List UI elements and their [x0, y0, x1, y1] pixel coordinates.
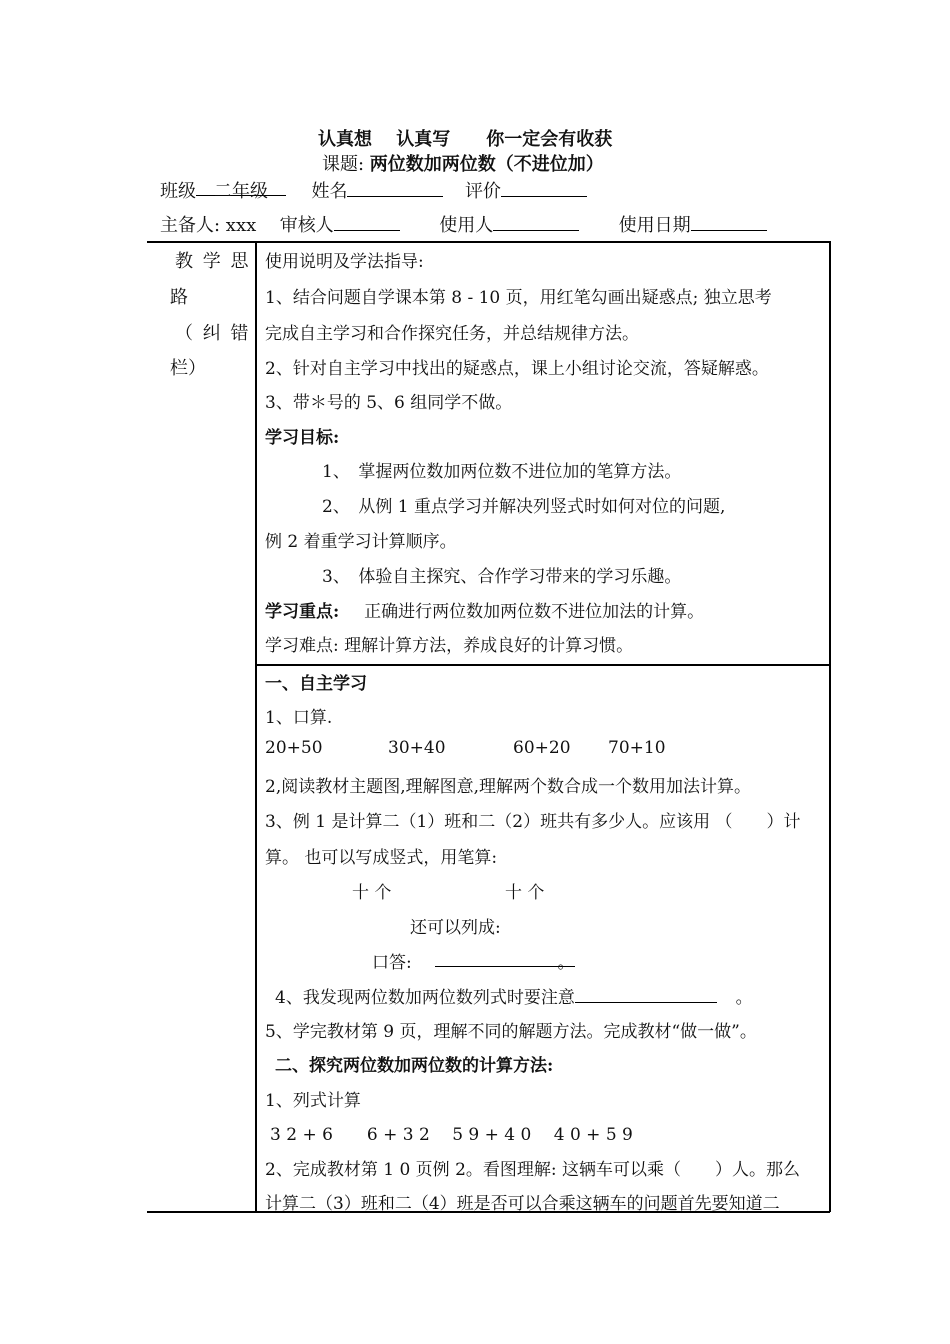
- answer-line: [372, 948, 575, 973]
- instruction-item-1b: 完成自主学习和合作探究任务，并总结规律方法。: [265, 324, 639, 344]
- left-col-line3: （ 纠 错: [175, 323, 251, 344]
- self-study-item-4: [275, 983, 753, 1008]
- class-value[interactable]: 二年级: [196, 177, 286, 196]
- goal-2b: 例 2 着重学习计算顺序。: [265, 532, 457, 552]
- goals-title: 学习目标:: [265, 428, 340, 448]
- explore-item-1: 1、列式计算: [265, 1091, 361, 1111]
- left-col-line2: 路: [170, 287, 188, 308]
- name-label: 姓名: [311, 181, 348, 202]
- goal-2a: 2、 从例 1 重点学习并解决列竖式时如何对位的问题,: [322, 497, 726, 517]
- explore-problems: 3 2 + 6 6 + 3 2 5 9 + 4 0 4 0 + 5 9: [270, 1125, 633, 1145]
- answer-label: 口答:: [372, 953, 412, 973]
- topic-line: [322, 150, 604, 176]
- explore-item-2b: 计算二（3）班和二（4）班是否可以合乘这辆车的问题首先要知道二: [265, 1194, 780, 1214]
- answer-field[interactable]: 。: [435, 948, 575, 967]
- section-divider: [255, 664, 830, 666]
- self-study-item-3a: 3、例 1 是计算二（1）班和二（2）班共有多少人。应该用 （ ）计: [265, 812, 801, 832]
- instruction-item-1a: 1、结合问题自学课本第 8 - 10 页，用红笔勾画出疑惑点; 独立思考: [265, 288, 772, 308]
- class-label: 班级: [160, 181, 196, 202]
- date-field[interactable]: [691, 212, 767, 231]
- instructions-title: 使用说明及学法指导:: [265, 252, 424, 272]
- eval-field[interactable]: [501, 178, 587, 197]
- oral-problem-1: 20+50: [265, 738, 323, 758]
- motto: 认真想 认真写 你一定会有收获: [318, 129, 613, 150]
- reviewer-label: 审核人: [279, 215, 334, 236]
- topic-label: 课题:: [322, 154, 370, 175]
- eval-label: 评价: [464, 181, 501, 202]
- tens-ones-label-1: 十 个: [352, 883, 392, 903]
- topic-title: 两位数加两位数（不进位加）: [369, 154, 604, 175]
- oral-problem-3: 60+20: [513, 738, 571, 758]
- user-field[interactable]: [493, 212, 579, 231]
- difficulty-line: 学习难点: 理解计算方法，养成良好的计算习惯。: [265, 636, 634, 656]
- tens-ones-label-2: 十 个: [505, 883, 545, 903]
- focus-text: 正确进行两位数加两位数不进位加法的计算。: [364, 602, 705, 622]
- date-label: 使用日期: [618, 215, 691, 236]
- focus-label: 学习重点:: [265, 602, 340, 622]
- item4-end: 。: [735, 988, 753, 1008]
- instruction-item-2: 2、针对自主学习中找出的疑惑点，课上小组讨论交流，答疑解惑。: [265, 359, 769, 379]
- class-info-row: [160, 177, 587, 203]
- self-study-item-5: 5、学完教材第 9 页，理解不同的解题方法。完成教材“做一做”。: [265, 1022, 757, 1042]
- focus-line: [265, 597, 704, 622]
- left-col-line1: 教 学 思: [175, 251, 251, 272]
- user-label: 使用人: [439, 215, 494, 236]
- staff-info-row: [160, 211, 767, 237]
- table-top-border: [147, 241, 830, 243]
- table-right-border: [829, 241, 831, 1212]
- self-study-title: 一、自主学习: [265, 674, 367, 694]
- item4-text: 4、我发现两位数加两位数列式时要注意: [275, 988, 575, 1008]
- column-divider: [255, 241, 257, 1212]
- explore-title: 二、探究两位数加两位数的计算方法:: [275, 1056, 554, 1076]
- item4-field[interactable]: [575, 984, 717, 1003]
- goal-1: 1、 掌握两位数加两位数不进位加的笔算方法。: [322, 462, 682, 482]
- left-col-line4: 栏）: [170, 358, 206, 379]
- self-study-item-2: 2,阅读教材主题图,理解图意,理解两个数合成一个数用加法计算。: [265, 777, 752, 797]
- goal-3: 3、 体验自主探究、合作学习带来的学习乐趣。: [322, 567, 682, 587]
- also-list-label: 还可以列成:: [410, 918, 501, 938]
- preparer-label: 主备人:: [160, 215, 226, 236]
- oral-problem-4: 70+10: [608, 738, 666, 758]
- preparer-value: xxx: [225, 215, 257, 236]
- instruction-item-3: 3、带＊号的 5、6 组同学不做。: [265, 393, 513, 413]
- reviewer-field[interactable]: [334, 212, 400, 231]
- oral-title: 1、口算.: [265, 708, 333, 728]
- oral-problem-2: 30+40: [388, 738, 446, 758]
- name-field[interactable]: [347, 178, 443, 197]
- self-study-item-3b: 算。 也可以写成竖式，用笔算:: [265, 848, 498, 868]
- explore-item-2a: 2、完成教材第 1 0 页例 2。看图理解: 这辆车可以乘（ ）人。那么: [265, 1160, 801, 1180]
